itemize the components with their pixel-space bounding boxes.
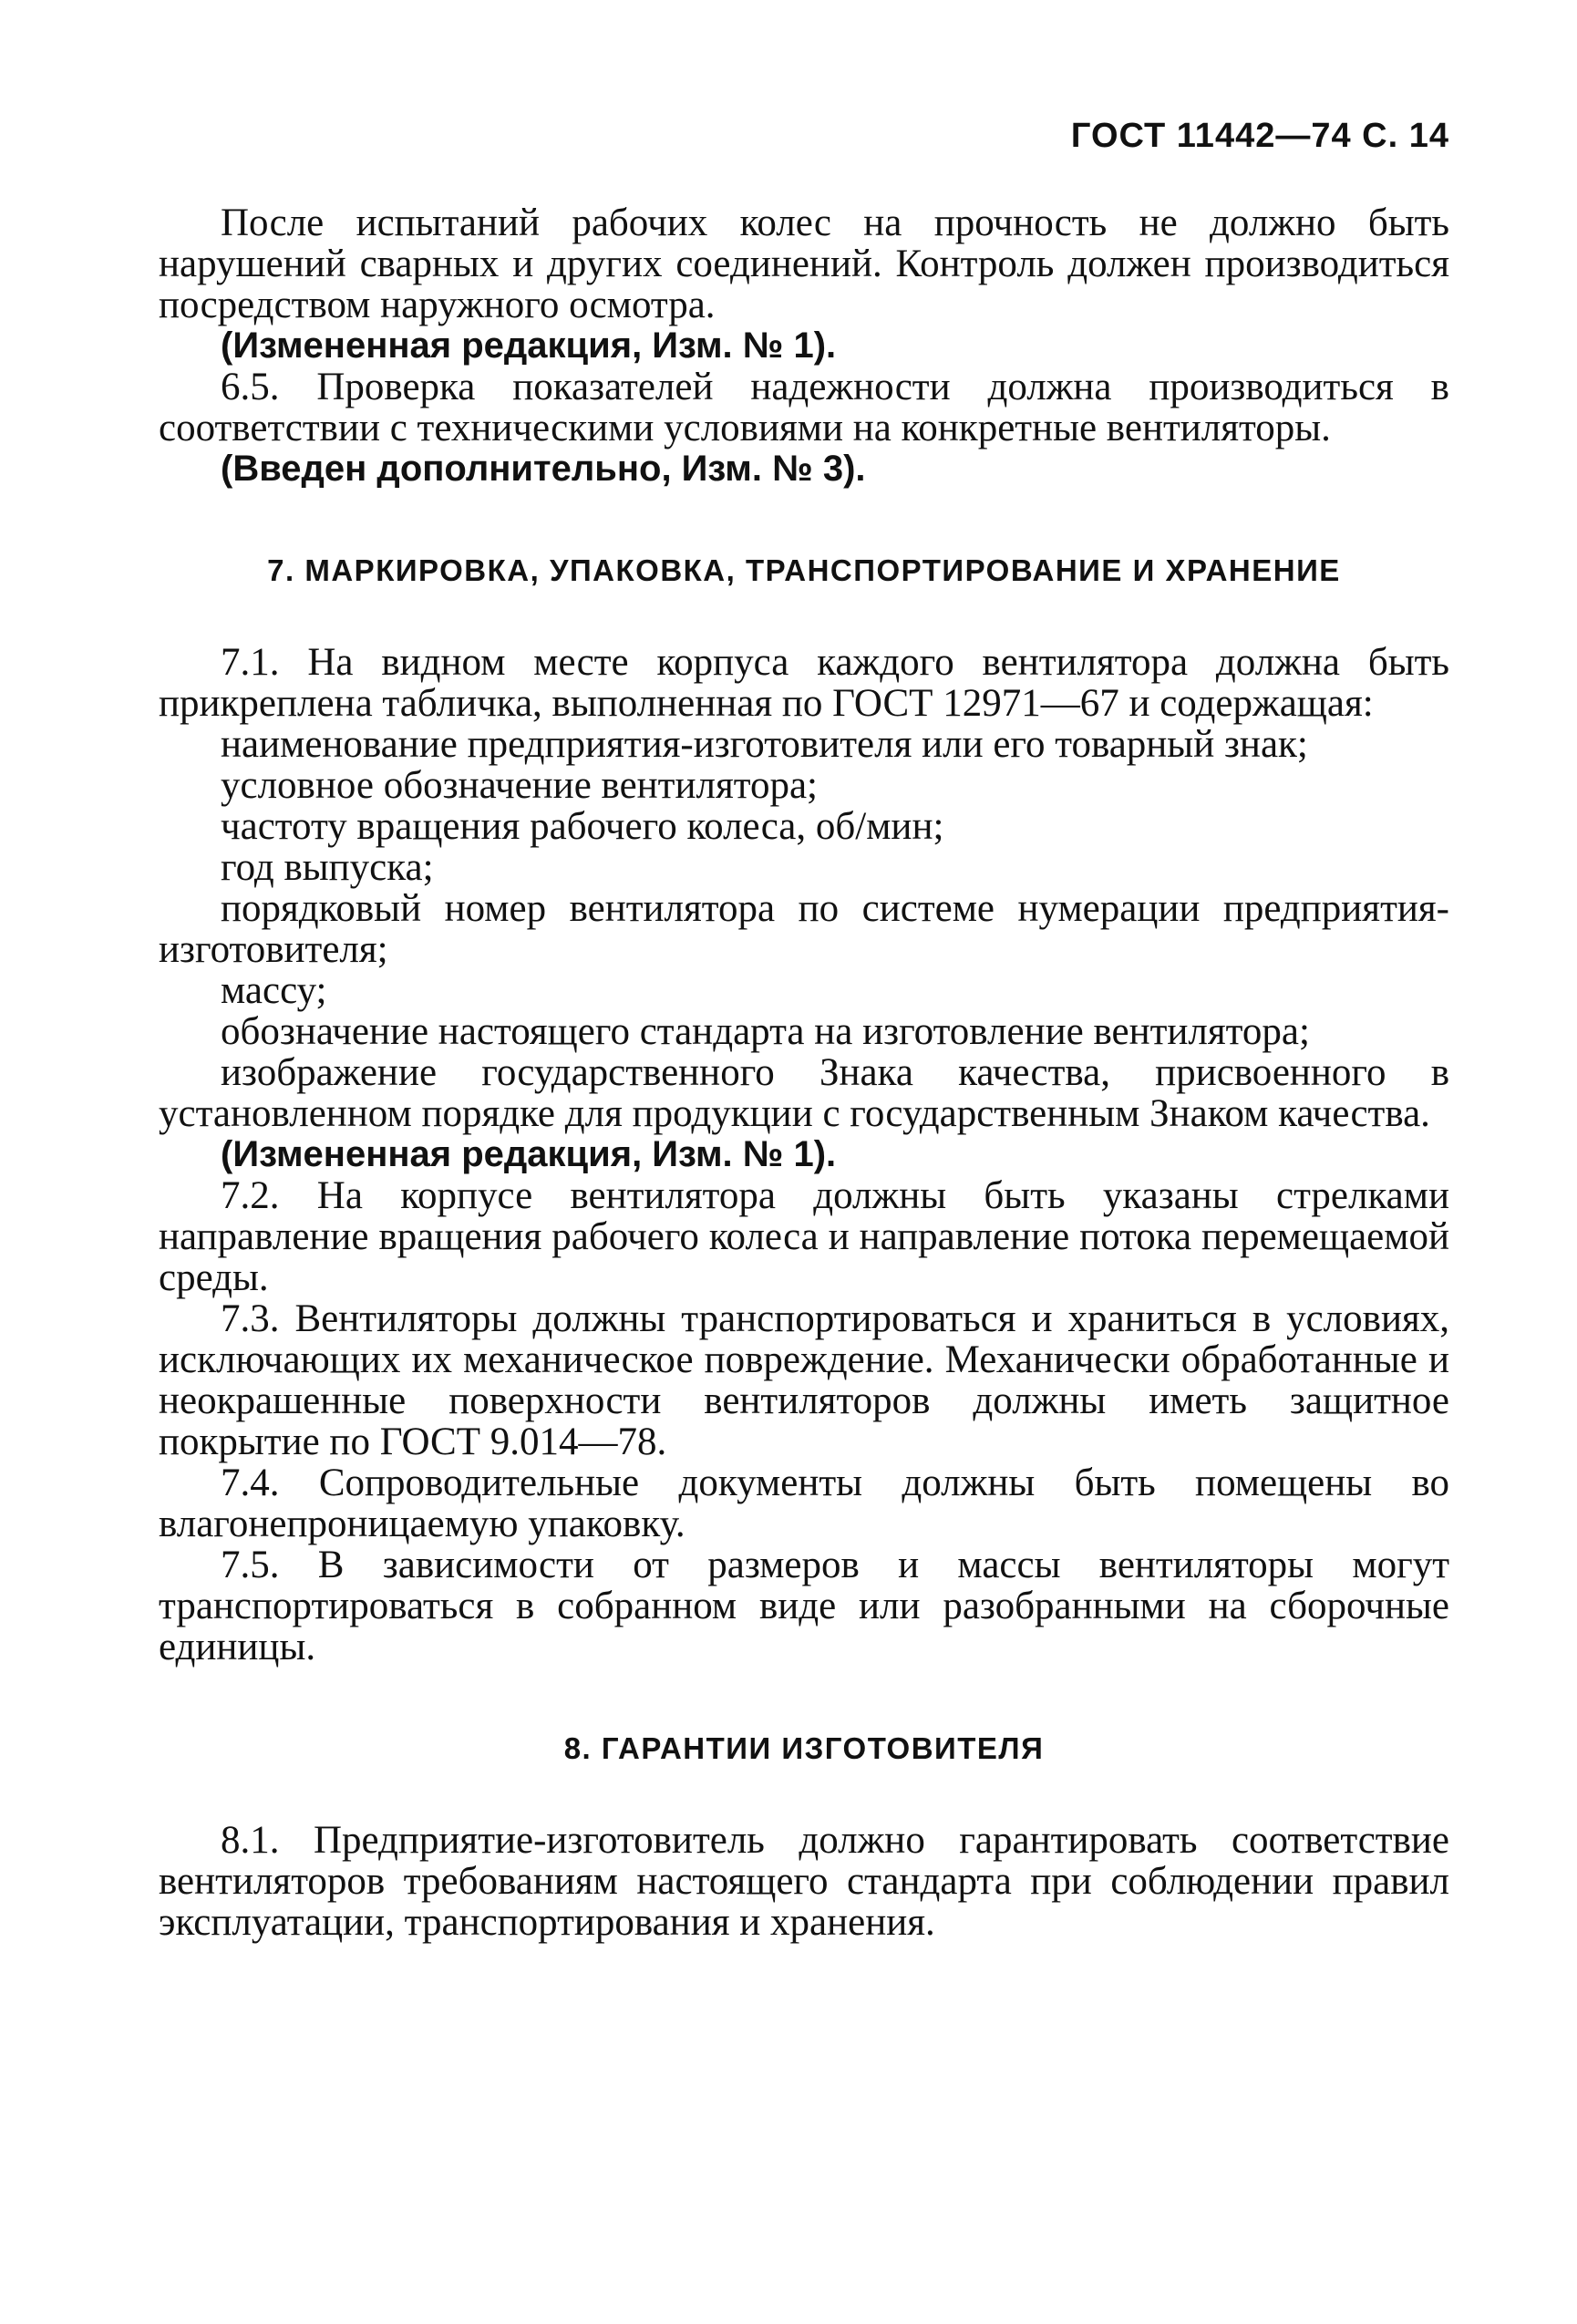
paragraph-7-4: 7.4. Сопроводительные документы должны быть помещены во влагонепроницаемую упаковку. [159,1462,1449,1545]
paragraph-7-2: 7.2. На корпусе вентилятора должны быть указаны стрелками направление вращения рабочего колеса и направление потока перемещаемой среды. [159,1174,1449,1299]
list-item: год выпуска; [221,846,434,889]
section-heading-8: 8. ГАРАНТИИ ИЗГОТОВИТЕЛЯ [563,1731,1045,1765]
running-header: ГОСТ 11442—74 С. 14 [1070,117,1449,155]
paragraph-impeller-test: После испытаний рабочих колес на прочность не должно быть нарушений сварных и других соединений. Контроль должен производиться посредством наружного осмотра. [159,201,1449,326]
amendment-note: (Измененная редакция, Изм. № 1). [221,1134,837,1174]
paragraph-7-3: 7.3. Вентиляторы должны транспортироваться и храниться в условиях, исключающих их механическое повреждение. Механически обработанные и неокрашенные поверхности вентиляторов должны иметь защитное покрытие по ГОСТ 9.014—78. [159,1297,1449,1463]
list-item: частоту вращения рабочего колеса, об/мин; [221,805,944,848]
list-item: условное обозначение вентилятора; [221,764,818,807]
document-body [159,202,1449,1943]
list-item: обозначение настоящего стандарта на изготовление вентилятора; [221,1010,1310,1053]
paragraph-8-1: 8.1. Предприятие-изготовитель должно гарантировать соответствие вентиляторов требованиям настоящего стандарта при соблюдении правил эксплуатации, транспортирования и хранения. [159,1819,1449,1944]
list-item: массу; [221,969,327,1012]
amendment-note: (Введен дополнительно, Изм. № 3). [221,449,866,489]
amendment-note: (Измененная редакция, Изм. № 1). [221,325,837,366]
paragraph-7-1: 7.1. На видном месте корпуса каждого вентилятора должна быть прикреплена табличка, выполненная по ГОСТ 12971—67 и содержащая: [159,641,1449,725]
section-heading-7: 7. МАРКИРОВКА, УПАКОВКА, ТРАНСПОРТИРОВАНИЕ И ХРАНЕНИЕ [267,553,1341,587]
list-item: порядковый номер вентилятора по системе нумерации предприятия-изготовителя; [159,887,1449,971]
paragraph-7-5: 7.5. В зависимости от размеров и массы вентиляторы могут транспортироваться в собранном виде или разобранными на сборочные единицы. [159,1544,1449,1668]
list-item: изображение государственного Знака качества, присвоенного в установленном порядке для продукции с государственным Знаком качества. [159,1051,1449,1135]
paragraph-6-5: 6.5. Проверка показателей надежности должна производиться в соответствии с техническими условиями на конкретные вентиляторы. [159,366,1449,449]
list-item: наименование предприятия-изготовителя или его товарный знак; [221,723,1308,766]
